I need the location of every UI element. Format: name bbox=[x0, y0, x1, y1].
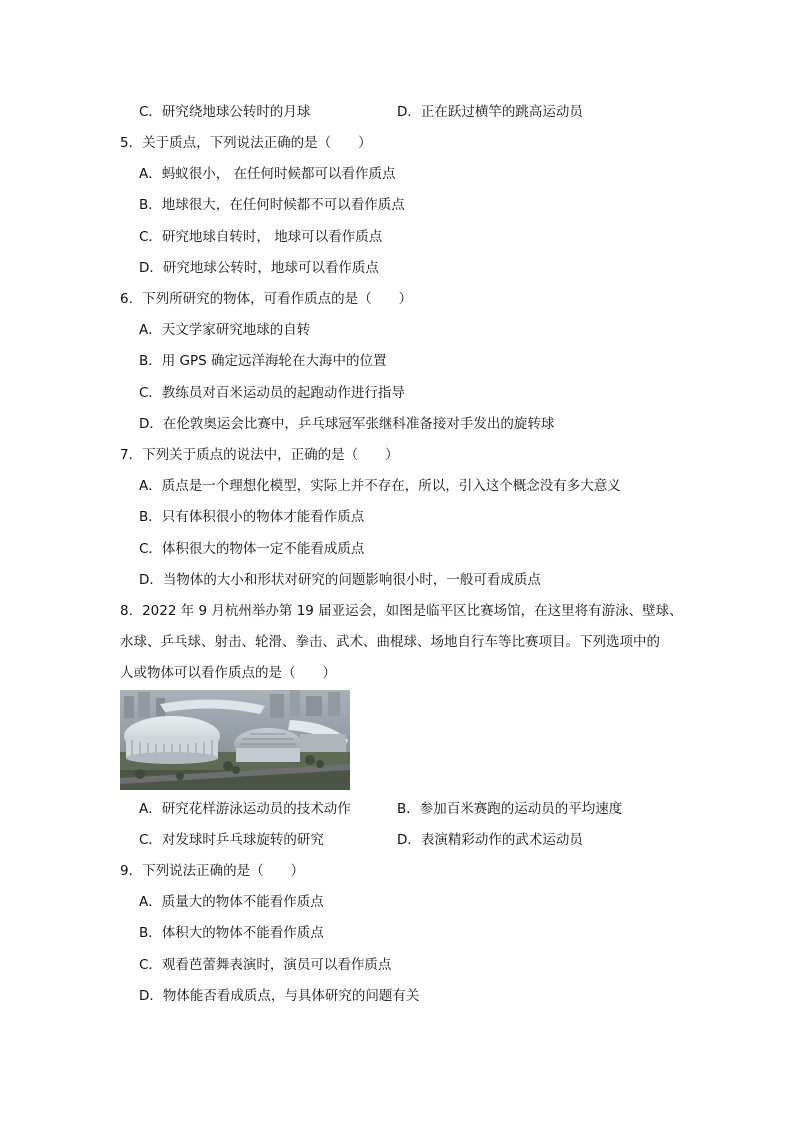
q8-option-a: A．研究花样游泳运动员的技术动作 bbox=[139, 801, 351, 817]
q9-stem: 9．下列说法正确的是（ ） bbox=[120, 863, 305, 879]
q8-stem-line-1: 8．2022 年 9 月杭州举办第 19 届亚运会，如图是临平区比赛场馆，在这里将有游泳、壁球、 bbox=[120, 603, 683, 619]
q9-option-d: D．物体能否看成质点，与具体研究的问题有关 bbox=[139, 988, 420, 1004]
q7-option-b: B．只有体积很小的物体才能看作质点 bbox=[139, 509, 365, 525]
q5-stem: 5．关于质点，下列说法正确的是（ ） bbox=[120, 135, 372, 151]
q5-option-b: B．地球很大，在任何时候都不可以看作质点 bbox=[139, 197, 405, 213]
q8-option-c: C．对发球时乒乓球旋转的研究 bbox=[139, 832, 324, 848]
q4-option-c: C．研究绕地球公转时的月球 bbox=[139, 104, 311, 120]
q5-option-d: D．研究地球公转时，地球可以看作质点 bbox=[139, 260, 379, 276]
q4-option-d: D．正在跃过横竿的跳高运动员 bbox=[397, 104, 583, 120]
q8-option-d: D．表演精彩动作的武术运动员 bbox=[397, 832, 583, 848]
q7-stem: 7．下列关于质点的说法中，正确的是（ ） bbox=[120, 447, 399, 463]
q7-option-a: A．质点是一个理想化模型，实际上并不存在，所以，引入这个概念没有多大意义 bbox=[139, 478, 621, 494]
q9-option-a: A．质量大的物体不能看作质点 bbox=[139, 894, 324, 910]
q6-option-d: D．在伦敦奥运会比赛中，乒乓球冠军张继科准备接对手发出的旋转球 bbox=[139, 416, 555, 432]
stadium-photo bbox=[120, 690, 350, 790]
q8-stem-line-3: 人或物体可以看作质点的是（ ） bbox=[120, 665, 336, 681]
stadium-illustration bbox=[120, 690, 350, 790]
q9-option-b: B．体积大的物体不能看作质点 bbox=[139, 925, 324, 941]
q6-option-c: C．教练员对百米运动员的起跑动作进行指导 bbox=[139, 385, 405, 401]
q6-option-a: A．天文学家研究地球的自转 bbox=[139, 322, 311, 338]
q8-stem-line-2: 水球、乒乓球、射击、轮滑、拳击、武术、曲棍球、场地自行车等比赛项目。下列选项中的 bbox=[120, 634, 660, 650]
q7-option-d: D．当物体的大小和形状对研究的问题影响很小时，一般可看成质点 bbox=[139, 572, 541, 588]
q6-stem: 6．下列所研究的物体，可看作质点的是（ ） bbox=[120, 291, 413, 307]
q5-option-c: C．研究地球自转时， 地球可以看作质点 bbox=[139, 229, 383, 245]
q6-option-b: B．用 GPS 确定远洋海轮在大海中的位置 bbox=[139, 353, 387, 369]
q9-option-c: C．观看芭蕾舞表演时，演员可以看作质点 bbox=[139, 957, 392, 973]
q5-option-a: A．蚂蚁很小， 在任何时候都可以看作质点 bbox=[139, 166, 396, 182]
q7-option-c: C．体积很大的物体一定不能看成质点 bbox=[139, 541, 365, 557]
q8-option-b: B．参加百米赛跑的运动员的平均速度 bbox=[397, 801, 623, 817]
